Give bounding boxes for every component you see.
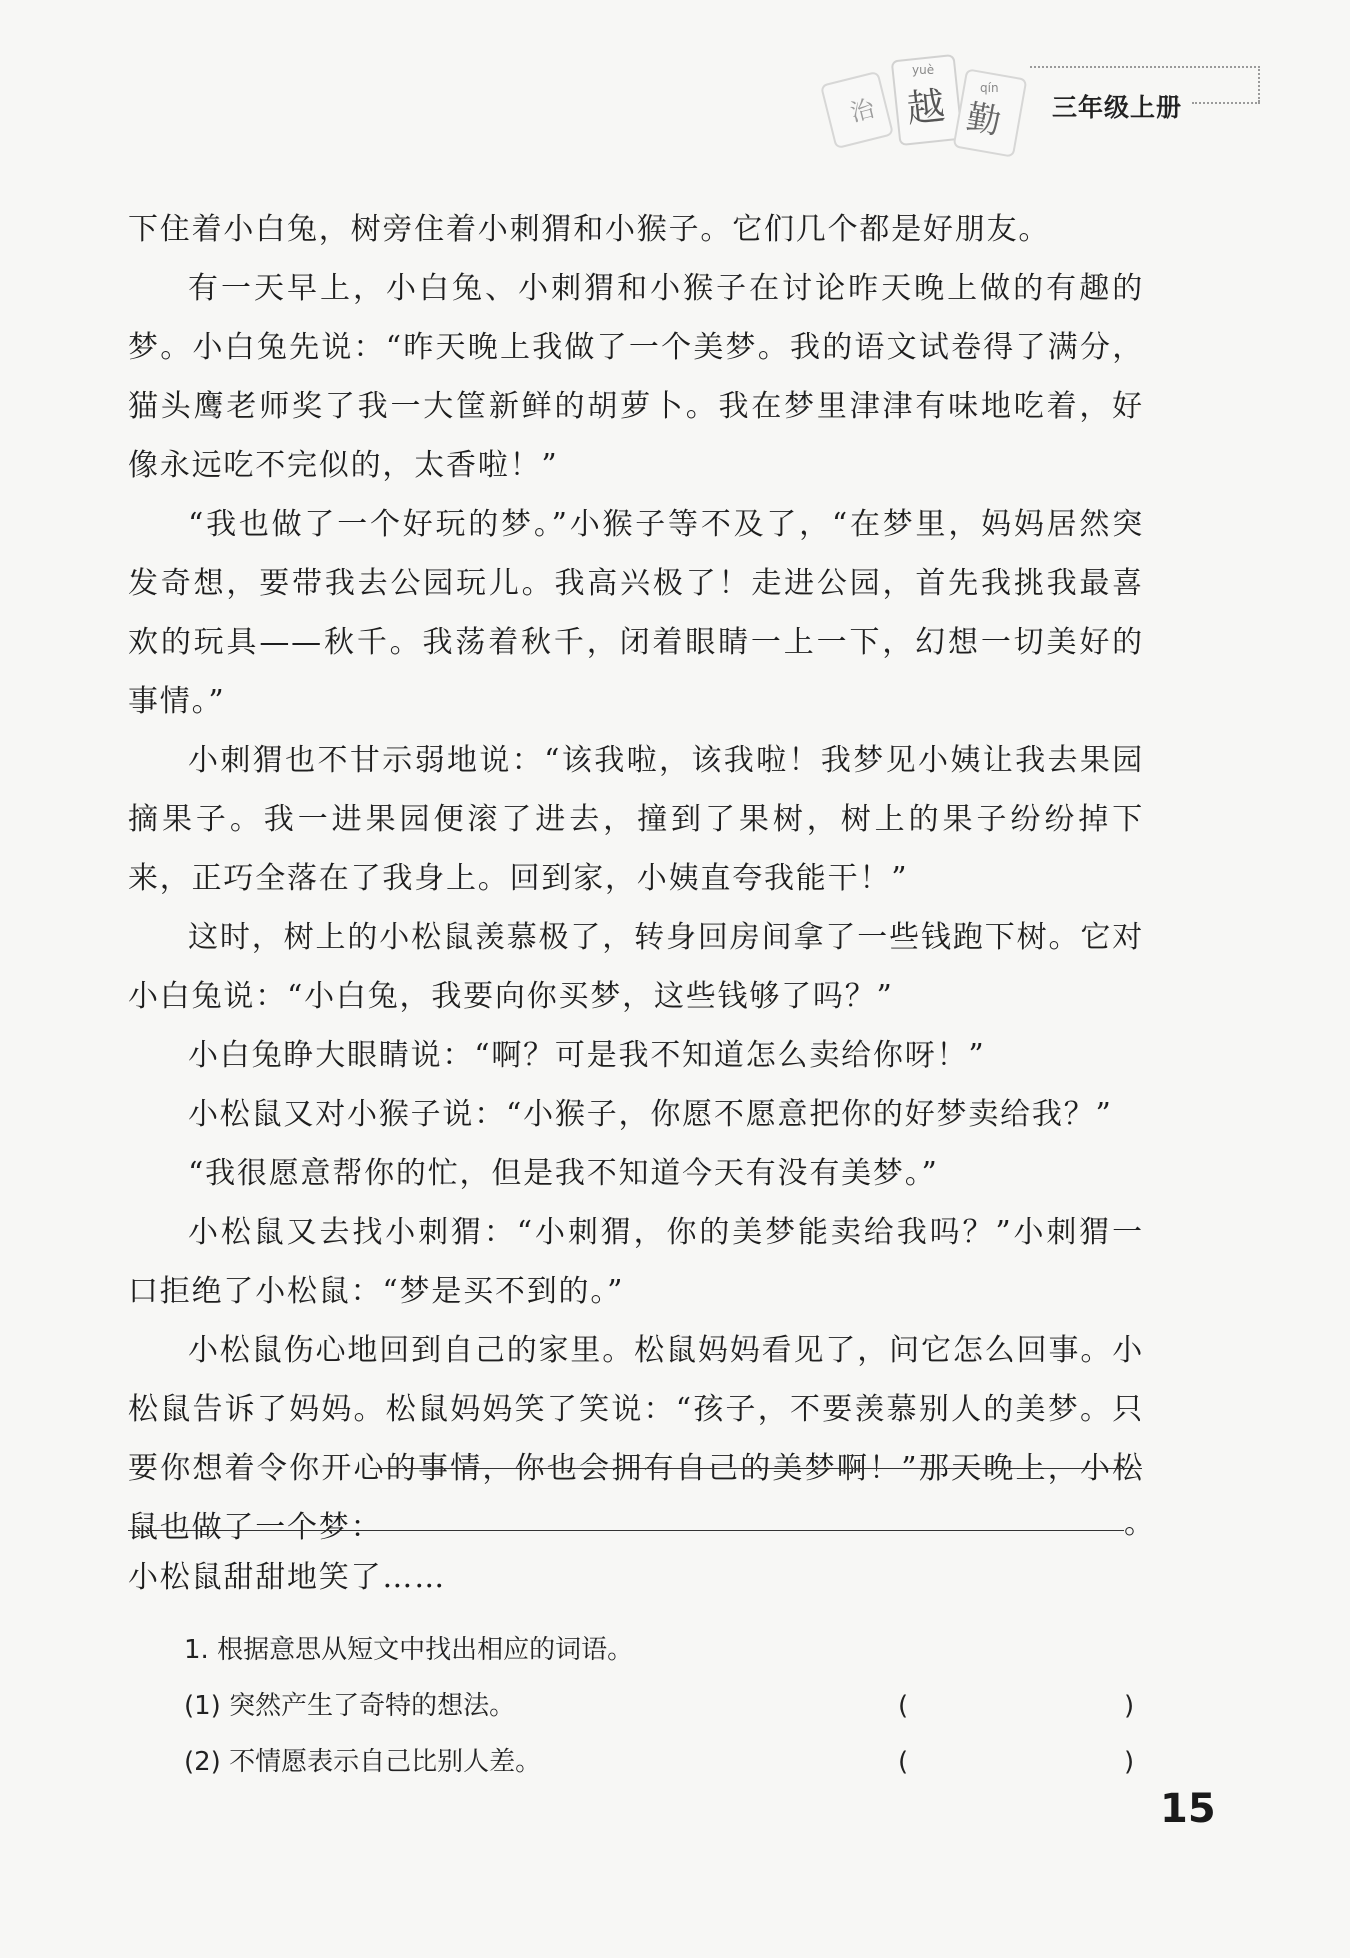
logo-stamp-icon <box>820 40 1030 170</box>
header-dotted-underline <box>1192 102 1260 104</box>
question-item <box>184 1738 1144 1786</box>
story-paragraph: 小松鼠又去找小刺猬：“小刺猬，你的美梦能卖给我吗？”小刺猬一口拒绝了小松鼠：“梦是买不到的。” <box>128 1215 1144 1309</box>
story-paragraph: 下住着小白兔，树旁住着小刺猬和小猴子。它们几个都是好朋友。 <box>128 212 1051 247</box>
story-ending: 小松鼠甜甜地笑了…… <box>128 1560 446 1595</box>
page-number: 15 <box>1160 1786 1216 1832</box>
story-paragraph: 小松鼠又对小猴子说：“小猴子，你愿不愿意把你的好梦卖给我？” <box>188 1097 1113 1132</box>
story-paragraph: 小白兔睁大眼睛说：“啊？可是我不知道怎么卖给你呀！” <box>188 1038 986 1073</box>
header-dotted-rule <box>1030 66 1260 68</box>
answer-blank-line[interactable] <box>370 1468 1142 1469</box>
answer-close-paren: ) <box>1124 1691 1135 1721</box>
answer-open-paren: ( <box>898 1747 909 1777</box>
story-paragraph: 这时，树上的小松鼠羡慕极了，转身回房间拿了一些钱跑下树。它对小白兔说：“小白兔，我要向你买梦，这些钱够了吗？” <box>128 920 1144 1014</box>
answer-close-paren: ) <box>1124 1747 1135 1777</box>
answer-open-paren: ( <box>898 1691 909 1721</box>
story-paragraph: “我也做了一个好玩的梦。”小猴子等不及了，“在梦里，妈妈居然突发奇想，要带我去公园玩儿。我高兴极了！走进公园，首先我挑我最喜欢的玩具——秋千。我荡着秋千，闭着眼睛一上一下，幻想一切美好的事情。” <box>128 507 1144 719</box>
blank-period: 。 <box>1124 1506 1154 1541</box>
header-dotted-rule-vertical <box>1258 66 1260 102</box>
svg-text:越: 越 <box>904 83 947 132</box>
svg-text:治: 治 <box>847 94 878 128</box>
question-item <box>184 1682 1144 1730</box>
question-text: (2) 不情愿表示自己比别人差。 <box>184 1747 542 1777</box>
question-text: (1) 突然产生了奇特的想法。 <box>184 1691 516 1721</box>
answer-blank-line[interactable] <box>128 1530 1124 1531</box>
page-header <box>820 40 1260 170</box>
story-paragraph: 有一天早上，小白兔、小刺猬和小猴子在讨论昨天晚上做的有趣的梦。小白兔先说：“昨天晚上我做了一个美梦。我的语文试卷得了满分，猫头鹰老师奖了我一大筐新鲜的胡萝卜。我在梦里津津有味地吃着，好像永远吃不完似的，太香啦！” <box>128 271 1144 483</box>
story-paragraph: “我很愿意帮你的忙，但是我不知道今天有没有美梦。” <box>188 1156 939 1191</box>
story-text <box>128 200 1144 1557</box>
grade-label: 三年级上册 <box>1052 93 1183 122</box>
svg-text:勤: 勤 <box>963 97 1004 143</box>
question-title: 1. 根据意思从短文中找出相应的词语。 <box>184 1635 634 1665</box>
svg-text:qín: qín <box>980 81 999 95</box>
story-paragraph: 小刺猬也不甘示弱地说：“该我啦，该我啦！我梦见小姨让我去果园摘果子。我一进果园便滚了进去，撞到了果树，树上的果子纷纷掉下来，正巧全落在了我身上。回到家，小姨直夸我能干！” <box>128 743 1144 896</box>
story-paragraph: 小松鼠伤心地回到自己的家里。松鼠妈妈看见了，问它怎么回事。小松鼠告诉了妈妈。松鼠妈妈笑了笑说：“孩子，不要羡慕别人的美梦。只要你想着令你开心的事情，你也会拥有自己的美梦啊！”那天晚上，小松鼠也做了一个梦： <box>128 1333 1144 1545</box>
svg-text:yuè: yuè <box>912 63 935 77</box>
